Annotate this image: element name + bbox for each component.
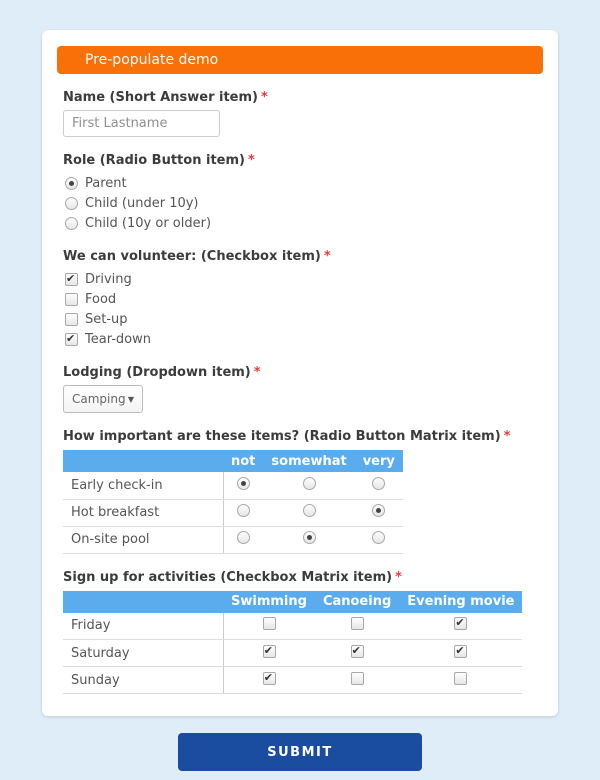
volunteer-option-label[interactable]: Driving	[85, 271, 132, 287]
matrix-header-row	[63, 591, 522, 613]
form-title: Pre-populate demo	[85, 52, 219, 68]
required-asterisk: *	[503, 429, 511, 444]
importance-matrix-label: How important are these items? (Radio Button Matrix item) *	[63, 429, 511, 444]
importance-radio-early-checkin-somewhat[interactable]	[303, 477, 316, 490]
activities-checkbox-saturday-canoeing[interactable]	[351, 645, 364, 658]
required-asterisk: *	[253, 365, 261, 380]
volunteer-checkbox-food[interactable]	[65, 293, 78, 306]
field-activities-matrix	[63, 570, 537, 695]
importance-radio-early-checkin-not[interactable]	[237, 477, 250, 490]
matrix-row-onsite-pool	[63, 526, 403, 553]
field-role	[63, 153, 537, 233]
submit-button[interactable]: SUBMIT	[178, 733, 422, 771]
role-option-label[interactable]: Child (under 10y)	[85, 195, 199, 211]
matrix-row-label: On-site pool	[63, 526, 223, 553]
form-title-bar	[57, 46, 543, 74]
role-option-label[interactable]: Child (10y or older)	[85, 215, 212, 231]
field-volunteer	[63, 249, 537, 349]
activities-checkbox-sunday-swimming[interactable]	[263, 672, 276, 685]
role-option-child-10-older	[65, 213, 537, 233]
volunteer-label: We can volunteer: (Checkbox item) *	[63, 249, 331, 264]
matrix-col-header-very: very	[355, 450, 403, 472]
name-label: Name (Short Answer item) *	[63, 90, 268, 105]
matrix-header-row	[63, 450, 403, 472]
importance-radio-onsite-pool-somewhat[interactable]	[303, 531, 316, 544]
role-radio-child-10-older[interactable]	[65, 217, 78, 230]
importance-radio-onsite-pool-very[interactable]	[372, 531, 385, 544]
required-asterisk: *	[260, 90, 268, 105]
activities-checkbox-friday-swimming[interactable]	[263, 617, 276, 630]
role-radio-parent[interactable]	[65, 177, 78, 190]
matrix-row-label: Sunday	[63, 667, 223, 694]
matrix-row-early-checkin	[63, 472, 403, 499]
matrix-col-header-not: not	[223, 450, 263, 472]
volunteer-checkbox-setup[interactable]	[65, 313, 78, 326]
lodging-label: Lodging (Dropdown item) *	[63, 365, 261, 380]
matrix-row-label: Early check-in	[63, 472, 223, 499]
submit-area	[0, 733, 600, 771]
volunteer-option-label[interactable]: Tear-down	[85, 331, 151, 347]
required-asterisk: *	[247, 153, 255, 168]
role-radio-child-under-10[interactable]	[65, 197, 78, 210]
matrix-row-label: Friday	[63, 613, 223, 640]
activities-checkbox-sunday-evening-movie[interactable]	[454, 672, 467, 685]
required-asterisk: *	[323, 249, 331, 264]
activities-checkbox-friday-evening-movie[interactable]	[454, 617, 467, 630]
volunteer-checkbox-teardown[interactable]	[65, 333, 78, 346]
matrix-col-header-canoeing: Canoeing	[315, 591, 399, 613]
volunteer-checkbox-driving[interactable]	[65, 273, 78, 286]
importance-radio-hot-breakfast-somewhat[interactable]	[303, 504, 316, 517]
name-input[interactable]	[63, 110, 220, 137]
form-card	[42, 30, 558, 716]
activities-checkbox-friday-canoeing[interactable]	[351, 617, 364, 630]
volunteer-option-driving	[65, 269, 537, 289]
importance-radio-hot-breakfast-not[interactable]	[237, 504, 250, 517]
matrix-corner-cell	[63, 450, 223, 472]
importance-radio-hot-breakfast-very[interactable]	[372, 504, 385, 517]
activities-checkbox-sunday-canoeing[interactable]	[351, 672, 364, 685]
matrix-row-friday	[63, 613, 522, 640]
field-lodging	[63, 365, 537, 413]
matrix-col-header-evening-movie: Evening movie	[399, 591, 522, 613]
field-name	[63, 90, 537, 137]
importance-radio-early-checkin-very[interactable]	[372, 477, 385, 490]
activities-matrix-table	[63, 591, 522, 695]
chevron-down-icon: ▼	[127, 394, 134, 404]
matrix-col-header-somewhat: somewhat	[263, 450, 354, 472]
matrix-row-hot-breakfast	[63, 499, 403, 526]
activities-matrix-label: Sign up for activities (Checkbox Matrix item) *	[63, 569, 402, 585]
role-option-parent	[65, 173, 537, 193]
volunteer-option-teardown	[65, 329, 537, 349]
volunteer-option-label[interactable]: Set-up	[85, 311, 128, 327]
activities-checkbox-saturday-evening-movie[interactable]	[454, 645, 467, 658]
form-content	[57, 90, 543, 694]
volunteer-option-food	[65, 289, 537, 309]
lodging-dropdown[interactable]	[63, 385, 143, 413]
matrix-row-saturday	[63, 640, 522, 667]
matrix-row-label: Saturday	[63, 640, 223, 667]
activities-checkbox-saturday-swimming[interactable]	[263, 645, 276, 658]
required-asterisk: *	[395, 569, 402, 585]
matrix-row-label: Hot breakfast	[63, 499, 223, 526]
volunteer-option-setup	[65, 309, 537, 329]
role-label: Role (Radio Button item) *	[63, 153, 255, 168]
role-option-label[interactable]: Parent	[85, 175, 127, 191]
lodging-selected-value: Camping	[72, 392, 126, 406]
field-importance-matrix	[63, 429, 537, 554]
volunteer-option-label[interactable]: Food	[85, 291, 117, 307]
role-option-child-under-10	[65, 193, 537, 213]
importance-matrix-table	[63, 450, 403, 554]
matrix-col-header-swimming: Swimming	[223, 591, 315, 613]
matrix-row-sunday	[63, 667, 522, 694]
importance-radio-onsite-pool-not[interactable]	[237, 531, 250, 544]
matrix-corner-cell	[63, 591, 223, 613]
